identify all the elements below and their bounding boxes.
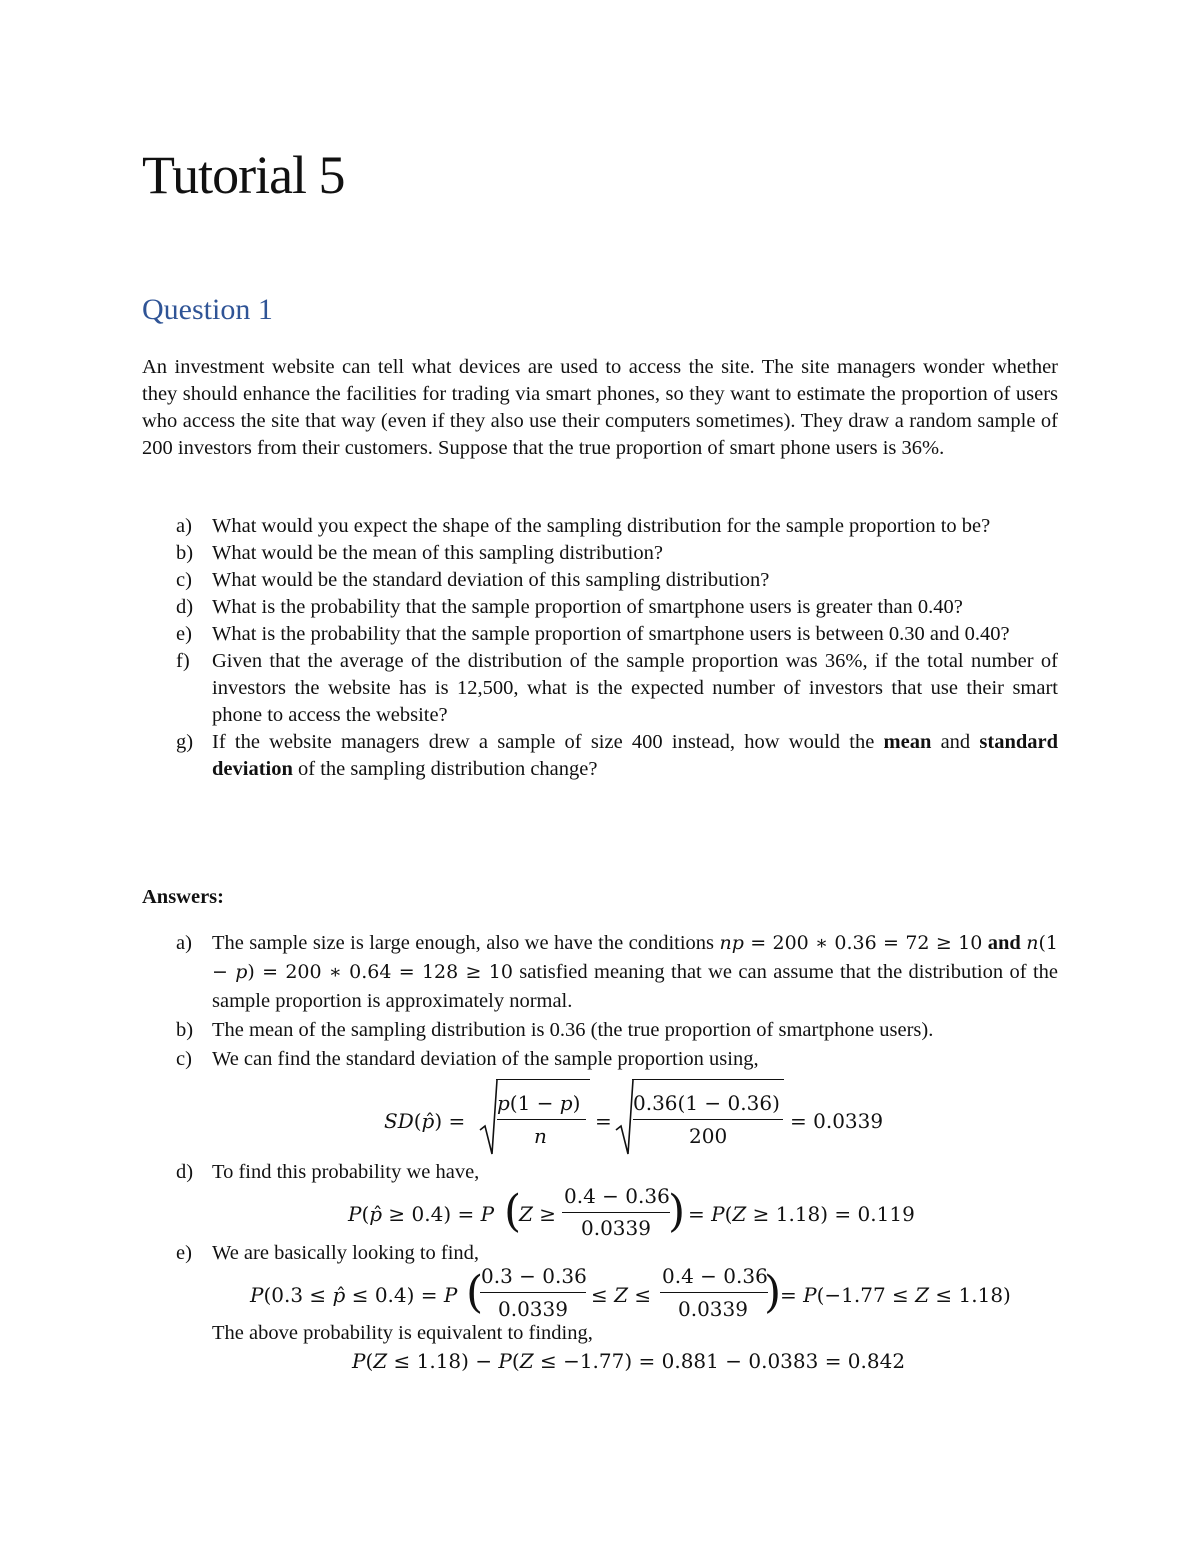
list-item <box>142 1016 1058 1045</box>
list-marker: d) <box>176 1161 194 1183</box>
eq-sd-den-1: 𝑛 <box>534 1124 547 1148</box>
question-bold-mean: mean <box>883 731 932 753</box>
eq-sd-num-2: 0.36(1 − 0.36) <box>633 1091 780 1115</box>
fraction-bar-e1 <box>480 1292 586 1293</box>
list-marker: b) <box>176 1019 194 1041</box>
left-paren-icon: ( <box>466 1267 484 1318</box>
question-text: What is the probability that the sample proportion of smartphone users is greater than 0.40? <box>212 596 963 618</box>
question-text: Given that the average of the distribution of the sample proportion was 36%, if the total number of investors the website has is 12,500, what is the expected number of investors that use their smart phone to access the website? <box>212 650 1058 726</box>
list-marker: c) <box>176 1048 192 1070</box>
left-paren-icon: ( <box>504 1186 522 1237</box>
answer-e-text: We are basically looking to find, <box>212 1242 480 1264</box>
answer-d-text: To find this probability we have, <box>212 1161 480 1183</box>
question-text: What is the probability that the sample proportion of smartphone users is between 0.30 and 0.40? <box>212 623 1010 645</box>
list-marker: a) <box>176 515 192 537</box>
eq-d-z: 𝑍 ≥ <box>519 1202 557 1226</box>
list-marker: e) <box>176 1242 192 1264</box>
answer-a-pre: The sample size is large enough, also we have the conditions <box>212 932 720 954</box>
eq-e-num-1: 0.3 − 0.36 <box>481 1264 587 1288</box>
question-list <box>142 513 1058 783</box>
question-heading: Question 1 <box>142 293 273 326</box>
question-text-pre: If the website managers drew a sample of size 400 instead, how would the <box>212 731 884 753</box>
eq-e-num-2: 0.4 − 0.36 <box>662 1264 768 1288</box>
fraction-bar-e2 <box>660 1292 768 1293</box>
answer-a-post: satisfied meaning that we can assume that the distribution of the sample proportion is approximately normal. <box>212 961 1058 1012</box>
question-text-mid: and <box>931 731 980 753</box>
fraction-bar-2 <box>633 1119 783 1120</box>
eq-d-den: 0.0339 <box>581 1216 651 1240</box>
question-bold-sd: standard deviation <box>212 731 1058 780</box>
answer-b-text: The mean of the sampling distribution is 0.36 (the true proportion of smartphone users). <box>212 1019 934 1041</box>
question-text-post: of the sampling distribution change? <box>292 758 598 780</box>
eq-sd-num-1: 𝑝(1 − 𝑝) <box>497 1091 581 1115</box>
eq-sd-result: = 0.0339 <box>790 1109 884 1133</box>
question-text: What would be the standard deviation of this sampling distribution? <box>212 569 770 591</box>
fraction-bar-1 <box>497 1119 586 1120</box>
eq-e-final: 𝑃(𝑍 ≤ 1.18) − 𝑃(𝑍 ≤ −1.77) = 0.881 − 0.0383 = 0.842 <box>352 1349 906 1373</box>
eq-e-mid: ≤ 𝑍 ≤ <box>591 1283 652 1307</box>
radical-bar-2 <box>632 1079 784 1080</box>
list-marker: c) <box>176 569 192 591</box>
fraction-bar-d <box>562 1212 670 1213</box>
eq-d-lhs: 𝑃(𝑝̂ ≥ 0.4) = 𝑃 <box>348 1202 495 1226</box>
list-item <box>142 621 1058 648</box>
list-marker: a) <box>176 932 192 954</box>
list-item <box>142 1045 1058 1074</box>
answer-a-math-1: 𝑛𝑝 = 200 ∗ 0.36 = 72 ≥ 10 <box>719 932 983 954</box>
right-paren-icon: ) <box>668 1186 686 1237</box>
eq-sd-lhs: 𝑆𝐷(𝑝̂) = <box>384 1109 466 1133</box>
list-item <box>142 567 1058 594</box>
answer-e-text-2: The above probability is equivalent to finding, <box>212 1322 593 1344</box>
list-marker: f) <box>176 650 190 672</box>
intro-paragraph: An investment website can tell what devices are used to access the site. The site managers wonder whether they should enhance the facilities for trading via smart phones, so they want to estimate the proportion of users who access the site that way (even if they also use their computers sometimes). They draw a random sample of 200 investors from their customers. Suppose that the true proportion of smart phone users is 36%. <box>142 356 1058 459</box>
list-item <box>142 540 1058 567</box>
eq-e-result: = 𝑃(−1.77 ≤ 𝑍 ≤ 1.18) <box>780 1283 1011 1307</box>
list-marker: e) <box>176 623 192 645</box>
eq-sd-equals: = <box>595 1109 612 1133</box>
eq-e-den-1: 0.0339 <box>498 1297 568 1321</box>
eq-e-den-2: 0.0339 <box>678 1297 748 1321</box>
list-item <box>142 594 1058 621</box>
answer-a-and: and <box>982 932 1027 954</box>
eq-e-lhs: 𝑃(0.3 ≤ 𝑝̂ ≤ 0.4) = 𝑃 <box>250 1283 458 1307</box>
answers-label: Answers: <box>142 886 224 908</box>
list-marker: g) <box>176 731 194 753</box>
list-item <box>142 648 1058 729</box>
list-item <box>142 729 1058 783</box>
answer-c-text: We can find the standard deviation of the sample proportion using, <box>212 1048 759 1070</box>
list-marker: d) <box>176 596 194 618</box>
question-text: What would you expect the shape of the sampling distribution for the sample proportion to be? <box>212 515 991 537</box>
list-item <box>142 929 1058 1016</box>
list-marker: b) <box>176 542 194 564</box>
answer-a-math-2: 𝑛(1 − 𝑝) = 200 ∗ 0.64 = 128 ≥ 10 <box>212 932 1058 983</box>
right-paren-icon: ) <box>764 1267 782 1318</box>
answer-list <box>142 929 1058 1074</box>
radical-sign-2 <box>614 1078 634 1158</box>
radical-bar-1 <box>496 1079 590 1080</box>
eq-d-num: 0.4 − 0.36 <box>564 1184 670 1208</box>
question-text: What would be the mean of this sampling distribution? <box>212 542 663 564</box>
radical-sign-1 <box>478 1078 498 1158</box>
eq-sd-den-2: 200 <box>689 1124 728 1148</box>
list-item <box>142 513 1058 540</box>
eq-d-result: = 𝑃(𝑍 ≥ 1.18) = 0.119 <box>688 1202 915 1226</box>
page-title: Tutorial 5 <box>142 145 345 205</box>
